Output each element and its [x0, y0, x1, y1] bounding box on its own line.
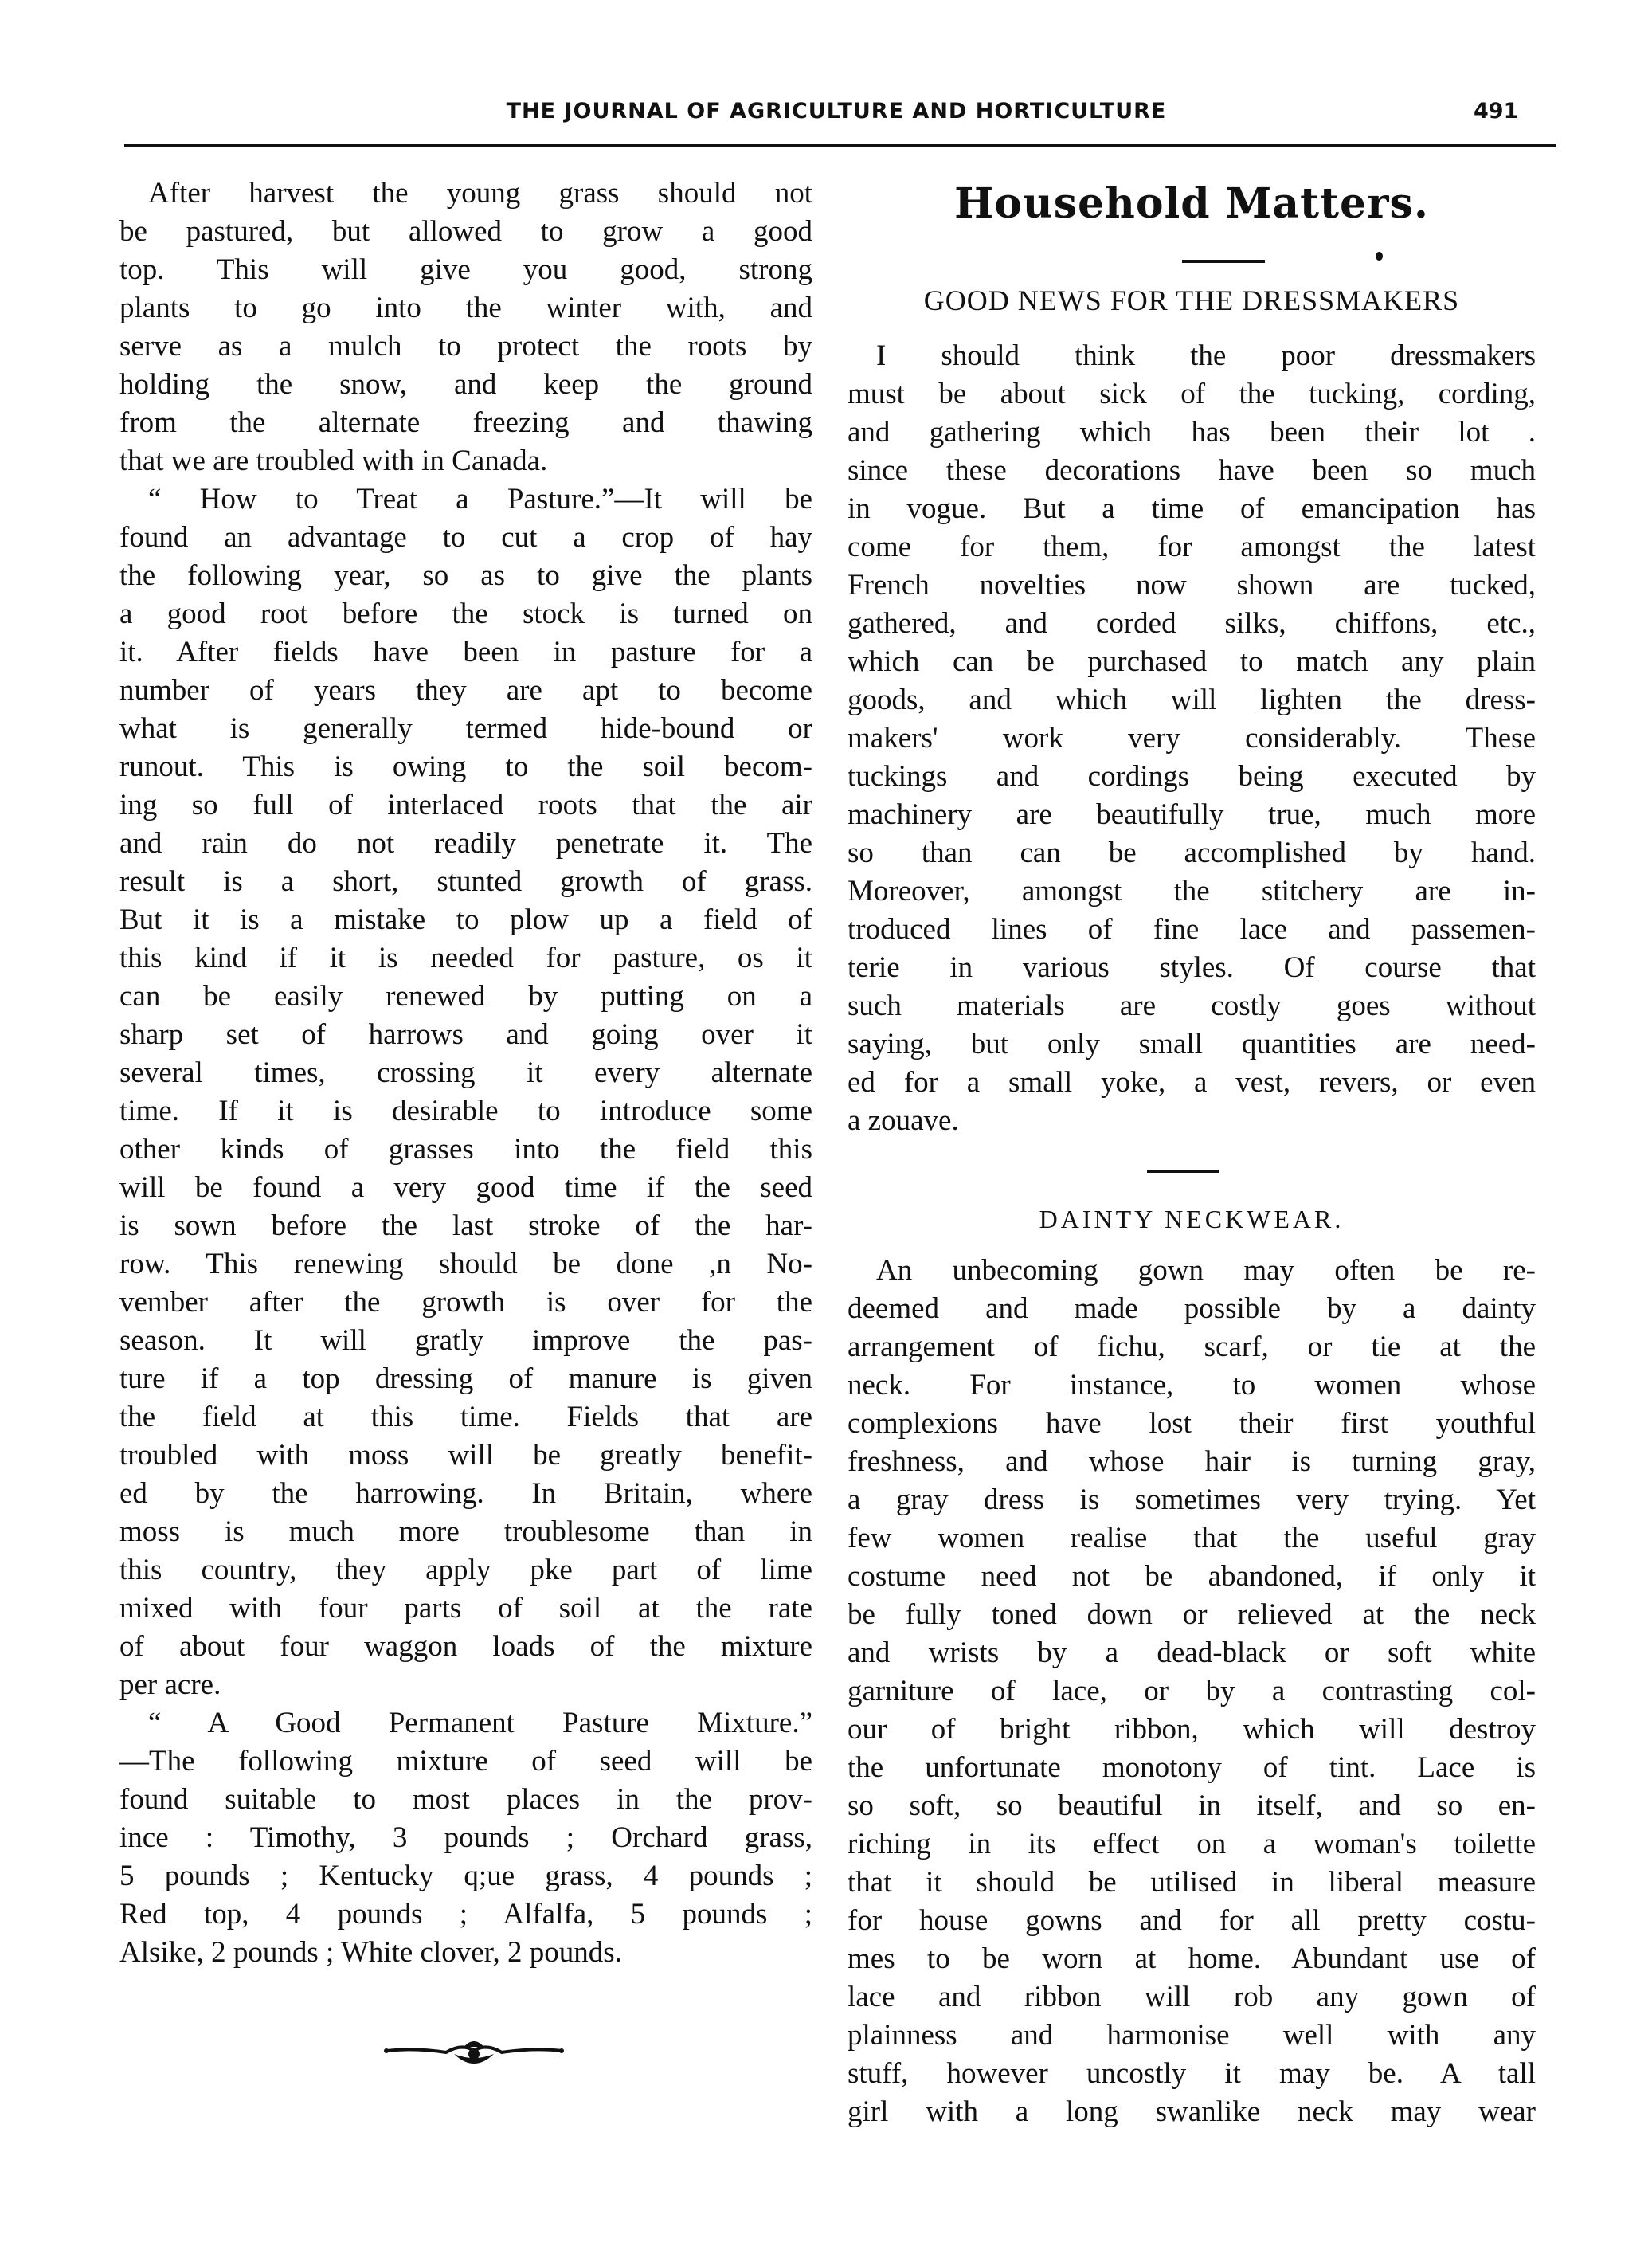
text-line: row. This renewing should be done ,n No- — [119, 1248, 812, 1280]
text-line: found an advantage to cut a crop of hay — [119, 521, 812, 554]
text-line: I should think the poor dressmakers — [876, 339, 1536, 372]
text-line: in vogue. But a time of emancipation has — [848, 492, 1536, 525]
text-line: and wrists by a dead-black or soft white — [848, 1637, 1536, 1669]
text-line: vember after the growth is over for the — [119, 1286, 812, 1319]
paragraph — [848, 337, 1536, 1140]
section-title: Household Matters. — [954, 179, 1429, 228]
text-line: saying, but only small quantities are need- — [848, 1028, 1536, 1060]
text-line: “ How to Treat a Pasture.”—It will be — [148, 483, 812, 515]
text-line: per acre. — [119, 1668, 221, 1701]
left-column-article — [119, 174, 812, 1972]
text-line: 5 pounds ; Kentucky q;ue grass, 4 pounds ; — [119, 1860, 812, 1892]
text-line: riching in its effect on a woman's toilette — [848, 1828, 1536, 1860]
paragraph — [119, 1704, 812, 1972]
text-line: sharp set of harrows and going over it — [119, 1018, 812, 1051]
text-line: moss is much more troublesome than in — [119, 1515, 812, 1548]
text-line: this kind if it is needed for pasture, os it — [119, 942, 812, 974]
paragraph — [848, 1252, 1536, 2131]
tailpiece-ornament-icon — [382, 2033, 566, 2073]
text-line: lace and ribbon will rob any gown of — [848, 1981, 1536, 2013]
text-line: and gathering which has been their lot . — [848, 416, 1536, 449]
text-line: mixed with four parts of soil at the rate — [119, 1592, 812, 1625]
text-line: found suitable to most places in the prov- — [119, 1783, 812, 1816]
text-line: of about four waggon loads of the mixture — [119, 1630, 812, 1663]
text-line: mes to be worn at home. Abundant use of — [848, 1942, 1536, 1975]
text-line: goods, and which will lighten the dress- — [848, 684, 1536, 716]
text-line: troubled with moss will be greatly benefit- — [119, 1439, 812, 1472]
article-body — [848, 337, 1536, 1140]
article-title: DAINTY NECKWEAR. — [1039, 1205, 1345, 1233]
text-line: time. If it is desirable to introduce some — [119, 1095, 812, 1127]
text-line: complexions have lost their first youthful — [848, 1407, 1536, 1440]
text-line: is sown before the last stroke of the har- — [119, 1209, 812, 1242]
text-line: tuckings and cordings being executed by — [848, 760, 1536, 793]
text-line: ture if a top dressing of manure is given — [119, 1362, 812, 1395]
text-line: that we are troubled with in Canada. — [119, 445, 548, 477]
text-line: and rain do not readily penetrate it. The — [119, 827, 812, 860]
text-line: what is generally termed hide-bound or — [119, 712, 812, 745]
text-line: neck. For instance, to women whose — [848, 1369, 1536, 1401]
text-line: this country, they apply pke part of lime — [119, 1554, 812, 1586]
text-line: our of bright ribbon, which will destroy — [848, 1713, 1536, 1746]
text-line: from the alternate freezing and thawing — [119, 406, 812, 439]
text-line: the unfortunate monotony of tint. Lace is — [848, 1751, 1536, 1784]
text-line: other kinds of grasses into the field this — [119, 1133, 812, 1166]
text-line: garniture of lace, or by a contrasting col- — [848, 1675, 1536, 1707]
text-line: Alsike, 2 pounds ; White clover, 2 pounds. — [119, 1936, 622, 1969]
text-line: An unbecoming gown may often be re- — [876, 1254, 1536, 1287]
text-line: that it should be utilised in liberal measure — [848, 1866, 1536, 1899]
article-body — [848, 1252, 1536, 2131]
running-head-title: THE JOURNAL OF AGRICULTURE AND HORTICULTURE — [506, 99, 1167, 123]
text-line: But it is a mistake to plow up a field of — [119, 904, 812, 936]
text-line: costume need not be abandoned, if only it — [848, 1560, 1536, 1593]
text-line: After harvest the young grass should not — [148, 177, 812, 210]
text-line: it. After fields have been in pasture for a — [119, 636, 812, 668]
text-line: Red top, 4 pounds ; Alfalfa, 5 pounds ; — [119, 1898, 812, 1931]
text-line: can be easily renewed by putting on a — [119, 980, 812, 1013]
text-line: result is a short, stunted growth of grass. — [119, 865, 812, 898]
paragraph — [119, 174, 812, 480]
text-line: plants to go into the winter with, and — [119, 292, 812, 324]
text-line: which can be purchased to match any plain — [848, 645, 1536, 678]
text-line: stuff, however uncostly it may be. A tall — [848, 2057, 1536, 2090]
text-line: gathered, and corded silks, chiffons, etc., — [848, 607, 1536, 640]
text-line: several times, crossing it every alternate — [119, 1056, 812, 1089]
text-line: Moreover, amongst the stitchery are in- — [848, 875, 1536, 907]
page-number: 491 — [1474, 99, 1519, 123]
text-line: a zouave. — [848, 1104, 959, 1137]
text-line: the following year, so as to give the plants — [119, 559, 812, 592]
text-line: so than can be accomplished by hand. — [848, 837, 1536, 869]
text-line: plainness and harmonise well with any — [848, 2019, 1536, 2052]
text-line: holding the snow, and keep the ground — [119, 368, 812, 401]
text-line: ed by the harrowing. In Britain, where — [119, 1477, 812, 1510]
text-line: machinery are beautifully true, much more — [848, 798, 1536, 831]
text-line: for house gowns and for all pretty costu- — [848, 1904, 1536, 1937]
text-line: —The following mixture of seed will be — [119, 1745, 812, 1778]
paragraph — [119, 480, 812, 1704]
text-line: come for them, for amongst the latest — [848, 531, 1536, 563]
text-line: freshness, and whose hair is turning gray, — [848, 1445, 1536, 1478]
text-line: girl with a long swanlike neck may wear — [848, 2095, 1536, 2128]
text-line: “ A Good Permanent Pasture Mixture.” — [148, 1707, 812, 1739]
text-line: number of years they are apt to become — [119, 674, 812, 707]
text-line: ed for a small yoke, a vest, revers, or even — [848, 1066, 1536, 1099]
text-line: few women realise that the useful gray — [848, 1522, 1536, 1554]
text-line: serve as a mulch to protect the roots by — [119, 330, 812, 363]
text-line: deemed and made possible by a dainty — [848, 1292, 1536, 1325]
text-line: makers' work very considerably. These — [848, 722, 1536, 755]
ink-dot — [1376, 252, 1383, 261]
text-line: will be found a very good time if the seed — [119, 1171, 812, 1204]
text-line: troduced lines of fine lace and passemen- — [848, 913, 1536, 946]
text-line: must be about sick of the tucking, cording, — [848, 378, 1536, 410]
text-line: ince : Timothy, 3 pounds ; Orchard grass, — [119, 1821, 812, 1854]
text-line: season. It will gratly improve the pas- — [119, 1324, 812, 1357]
section-divider — [1182, 260, 1265, 263]
text-line: French novelties now shown are tucked, — [848, 569, 1536, 602]
text-line: ing so full of interlaced roots that the air — [119, 789, 812, 821]
article-title: GOOD NEWS FOR THE DRESSMAKERS — [923, 284, 1460, 316]
text-line: top. This will give you good, strong — [119, 253, 812, 286]
header-rule — [124, 144, 1556, 147]
text-line: be pastured, but allowed to grow a good — [119, 215, 812, 248]
text-line: arrangement of fichu, scarf, or tie at the — [848, 1331, 1536, 1363]
text-line: the field at this time. Fields that are — [119, 1401, 812, 1433]
text-line: runout. This is owing to the soil becom- — [119, 751, 812, 783]
text-line: since these decorations have been so much — [848, 454, 1536, 487]
text-line: be fully toned down or relieved at the neck — [848, 1598, 1536, 1631]
text-line: terie in various styles. Of course that — [848, 951, 1536, 984]
article-divider — [1147, 1170, 1219, 1173]
text-line: a gray dress is sometimes very trying. Yet — [848, 1484, 1536, 1516]
text-line: such materials are costly goes without — [848, 990, 1536, 1022]
text-line: a good root before the stock is turned on — [119, 598, 812, 630]
text-line: so soft, so beautiful in itself, and so en- — [848, 1789, 1536, 1822]
